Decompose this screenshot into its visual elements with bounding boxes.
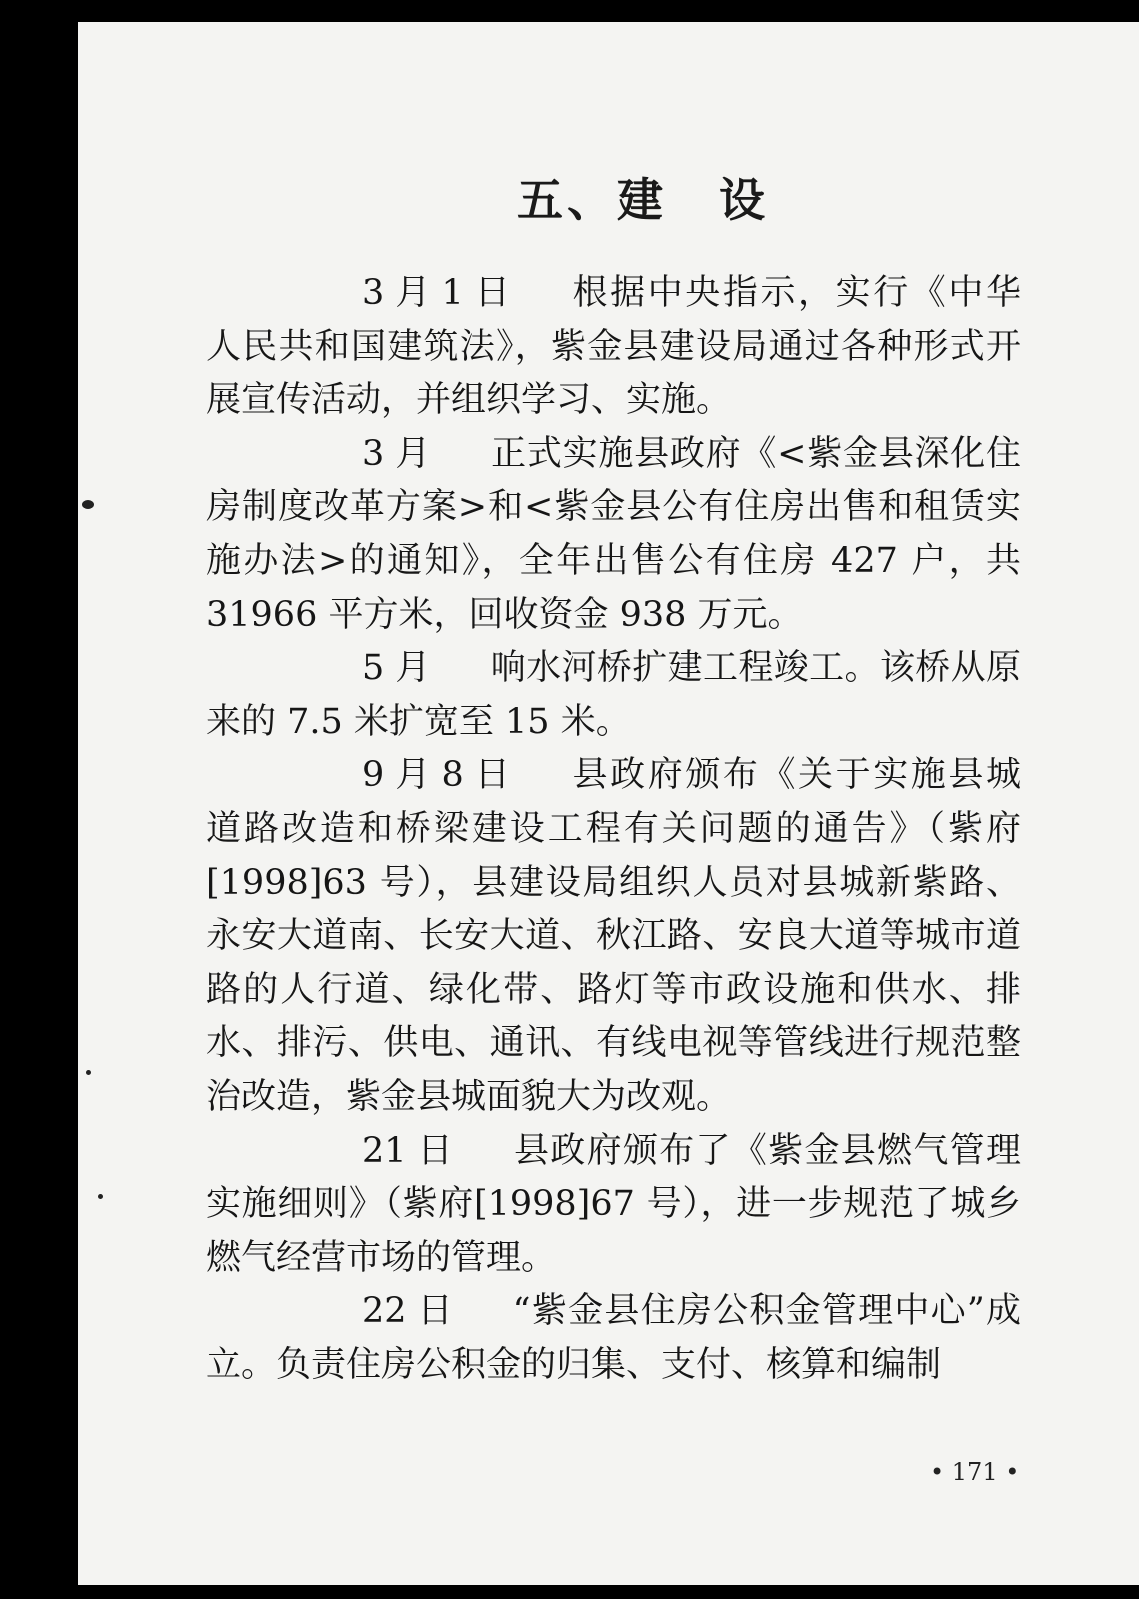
chronicle-body xyxy=(206,267,1021,1392)
entry-text: 正式实施县政府《<紫金县深化住房制度改革方案>和<紫金县公有住房出售和租赁实施办法>的通知》，全年出售公有住房 427 户，共 31966 平方米，回收资金 938 万元。 xyxy=(206,433,1021,635)
entry-3 xyxy=(206,749,1021,1124)
entry-date: 3 月 xyxy=(362,433,431,474)
entry-date: 9 月 8 日 xyxy=(362,755,510,796)
entry-text: 根据中央指示，实行《中华人民共和国建筑法》，紫金县建设局通过各种形式开展宣传活动，并组织学习、实施。 xyxy=(206,273,1021,421)
section-title-part2: 设 xyxy=(719,173,769,227)
entry-4 xyxy=(206,1125,1021,1286)
entry-5 xyxy=(206,1285,1021,1392)
entry-date: 22 日 xyxy=(362,1291,453,1332)
entry-date: 5 月 xyxy=(362,648,431,689)
binding-hole-mark xyxy=(82,500,94,509)
entry-text: 县政府颁布了《紫金县燃气管理实施细则》（紫府[1998]67 号），进一步规范了城乡燃气经营市场的管理。 xyxy=(206,1130,1021,1278)
entry-text: 响水河桥扩建工程竣工。该桥从原来的 7.5 米扩宽至 15 米。 xyxy=(206,648,1021,742)
scanned-page xyxy=(78,22,1139,1585)
page-number: • 171 • xyxy=(930,1458,1020,1486)
entry-date: 3 月 1 日 xyxy=(362,273,510,313)
entry-0 xyxy=(206,267,1021,428)
section-title-part1: 五、建 xyxy=(517,173,667,227)
entry-1 xyxy=(206,428,1021,642)
entry-text: 县政府颁布《关于实施县城道路改造和桥梁建设工程有关问题的通告》（紫府[1998]63 号），县建设局组织人员对县城新紫路、永安大道南、长安大道、秋江路、安良大道等城市道路的人行道、绿化带、路灯等市政设施和供水、排水、排污、供电、通讯、有线电视等管线进行规范整治改造，紫金县城面貌大为改观。 xyxy=(206,755,1021,1117)
speck-mark xyxy=(86,1070,91,1075)
entry-text: “紫金县住房公积金管理中心”成立。负责住房公积金的归集、支付、核算和编制 xyxy=(206,1291,1021,1385)
entry-date: 21 日 xyxy=(362,1130,453,1171)
speck-mark xyxy=(98,1194,103,1199)
section-title xyxy=(78,164,1078,230)
entry-2 xyxy=(206,642,1021,749)
